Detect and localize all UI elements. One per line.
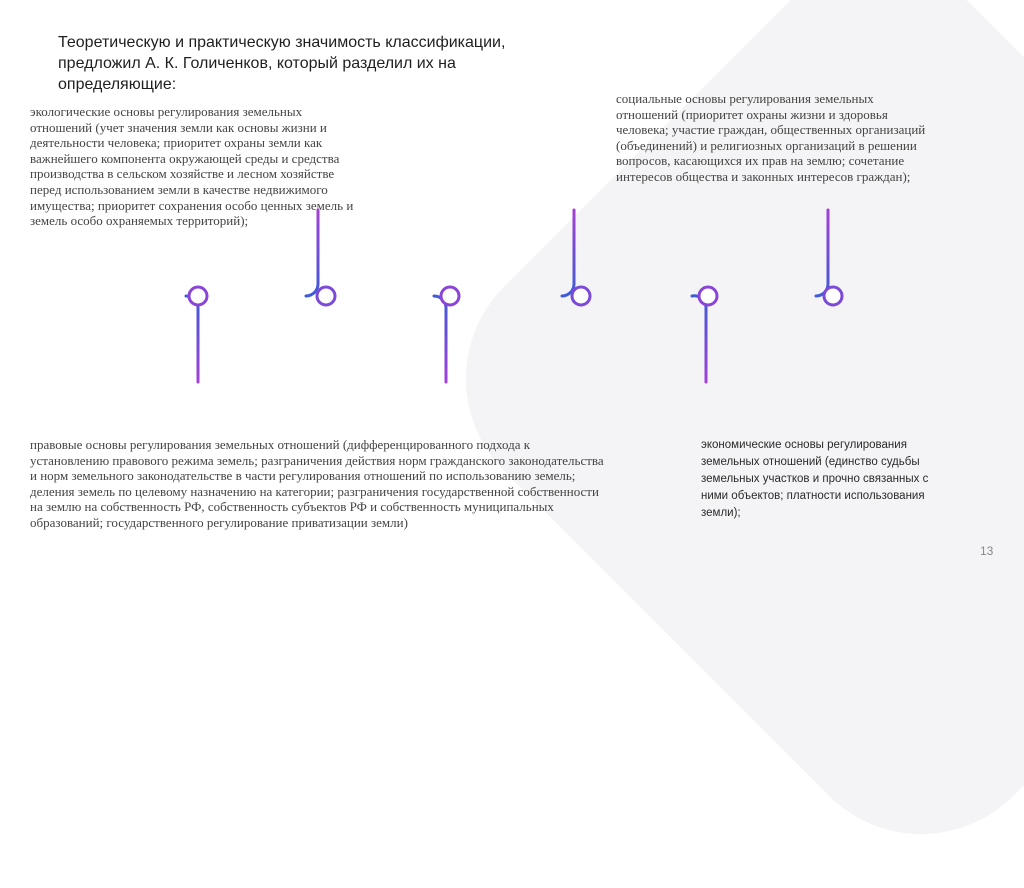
node-1-stem xyxy=(186,296,198,382)
social-basis-text: социальные основы регулирования земельных отношений (приоритет охраны жизни и здоровья человека; участие граждан, общественных организаций (объединений) и религиозных организаций в решении вопросов, касающихся их прав на землю; сочетание интересов общества и законных интересов граждан); xyxy=(616,91,926,184)
slide-title: Теоретическую и практическую значимость классификации, предложил А. К. Голиченков, который разделил их на определяющие: xyxy=(58,34,506,93)
economic-basis-text: экономические основы регулирования земельных отношений (единство судьбы земельных участков и прочно связанных с ними объектов; платности использования земли); xyxy=(701,439,929,519)
legal-basis-text: правовые основы регулирования земельных отношений (дифференцированного подхода к установлению правового режима земель; разграничения действия норм гражданского законодательства и норм земельного законодательстве в части регулирования отношений по использованию земель; деления земель по целевому назначению на категории; разграничения государственной собственности на землю на собственность РФ, собственность субъектов РФ и собственность муниципальных образований; государственного регулирование приватизации земли) xyxy=(30,437,604,530)
ecological-basis-text: экологические основы регулирования земельных отношений (учет значения земли как основы жизни и деятельности человека; приоритет охраны земли как важнейшего компонента окружающей среды и средства производства в сельском хозяйстве и лесном хозяйстве перед использованием земли в качестве недвижимого имущества; приоритет сохранения особо ценных земель и земель особо охраняемых территорий); xyxy=(30,104,354,229)
node-1-circle xyxy=(189,287,207,305)
node-3-circle xyxy=(441,287,459,305)
node-2-circle xyxy=(317,287,335,305)
node-3-stem xyxy=(434,296,446,382)
node-6-stem xyxy=(816,210,828,296)
node-2-stem xyxy=(306,210,318,296)
node-5-stem xyxy=(692,296,706,382)
node-4-stem xyxy=(562,210,574,296)
node-6-circle xyxy=(824,287,842,305)
node-5-circle xyxy=(699,287,717,305)
node-4-circle xyxy=(572,287,590,305)
page-number: 13 xyxy=(980,544,994,558)
